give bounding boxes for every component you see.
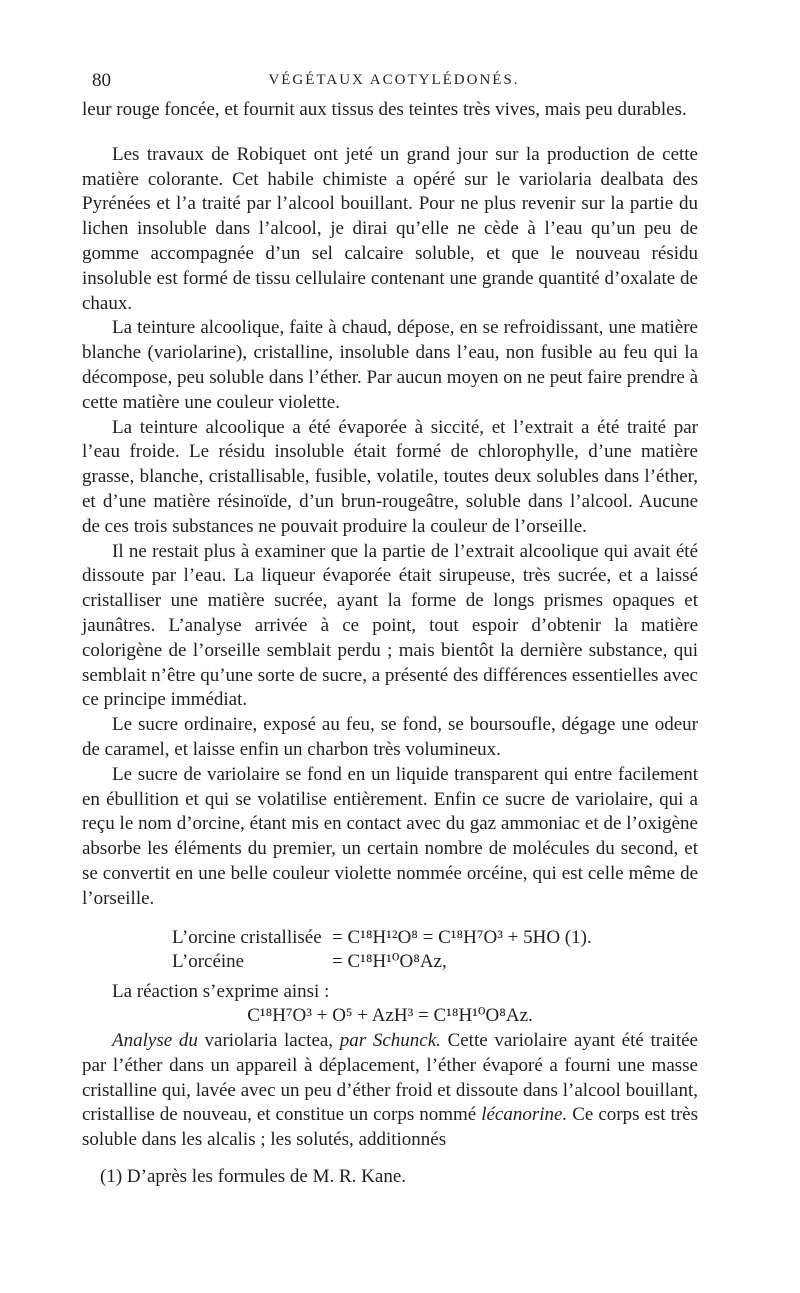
reaction-intro: La réaction s’exprime ainsi :: [112, 980, 330, 1002]
paragraph-analysis: [82, 1029, 698, 1153]
paragraph: Le sucre ordinaire, exposé au feu, se fond, se boursoufle, dégage une odeur de caramel, et laisse enfin un charbon très volumineux.: [82, 714, 698, 760]
running-header: [92, 64, 696, 96]
reaction-equation: C¹⁸H⁷O³ + O⁵ + AzH³ = C¹⁸H¹⁰O⁸Az.: [247, 1005, 533, 1027]
paragraph: Il ne restait plus à examiner que la partie de l’extrait alcoolique qui avait été dissoute par l’eau. La liqueur évaporée était sirupeuse, très sucrée, et a laissé cristalliser une matière sucrée, ayant la forme de longs prismes opaques et jaunâtres. L’analyse arrivée à ce point, tout espoir d’obtenir la matière colorigène de l’orseille semblait perdu ; mais bientôt la dernière substance, qui semblait n’être qu’une sorte de sucre, a présenté des différences essentielles avec ce principe immédiat.: [82, 540, 698, 711]
formula-value: = C¹⁸H¹²O⁸ = C¹⁸H⁷O³ + 5HO (1).: [332, 926, 592, 948]
footnote: (1) D’après les formules de M. R. Kane.: [100, 1166, 407, 1187]
text-span: variolaria lactea,: [197, 1030, 340, 1052]
italic-term: lécanorine.: [481, 1104, 568, 1126]
paragraph: Le sucre de variolaire se fond en un liquide transparent qui entre facilement en ébullition et qui se volatilise entièrement. Enfin ce sucre de variolaire, qui a reçu le nom d’orcine, étant mis en contact avec du gaz ammoniac et de l’oxigène absorbe les éléments du premier, un certain nombre de molécules du second, et se convertit en une belle couleur violette nommée orcéine, qui est celle même de l’orseille.: [82, 763, 698, 909]
italic-lead: Analyse du: [112, 1030, 198, 1052]
running-title: VÉGÉTAUX ACOTYLÉDONÉS.: [268, 72, 520, 88]
paragraph: leur rouge foncée, et fournit aux tissus des teintes très vives, mais peu durables.: [82, 99, 687, 120]
formula-label: L’orcéine: [172, 950, 245, 972]
text-span: Ce corps est très soluble dans les alcalis ; les solutés, additionnés: [82, 1104, 698, 1151]
paragraph: La teinture alcoolique, faite à chaud, dépose, en se refroidissant, une matière blanche (variolarine), cristalline, insoluble dans l’eau, non fusible au feu qui la décompose, peu soluble dans l’éther. Par aucun moyen on ne peut faire prendre à cette matière une couleur violette.: [82, 317, 698, 413]
body-text: [82, 98, 698, 1153]
paragraph: La teinture alcoolique a été évaporée à siccité, et l’extrait a été traité par l’eau froide. Le résidu insoluble était formé de chlorophylle, d’une matière grasse, blanche, cristallisable, fusible, volatile, toutes deux solubles dans l’éther, et d’une matière résinoïde, d’un brun-rougeâtre, soluble dans l’alcool. Aucune de ces trois substances ne pouvait produire la couleur de l’orseille.: [82, 416, 698, 537]
italic-author: par Schunck.: [339, 1030, 441, 1052]
formula-block: [82, 926, 698, 974]
formula-value: = C¹⁸H¹⁰O⁸Az,: [332, 950, 447, 972]
paragraph: Les travaux de Robiquet ont jeté un grand jour sur la production de cette matière colorante. Cet habile chimiste a opéré sur le variolaria dealbata des Pyrénées et l’a traité par l’alcool bouillant. Pour ne plus revenir sur la partie du lichen insoluble dans l’alcool, je dirai qu’elle ne cède à l’eau qu’un peu de gomme accompagnée d’un sel calcaire soluble, et que le nouveau résidu insoluble est formé de tissu cellulaire contenant une grande quantité d’oxalate de chaux.: [82, 143, 698, 314]
page-number: 80: [92, 70, 111, 91]
text-span: Cette variolaire ayant été traitée par l’éther dans un appareil à déplacement, l’éther évaporé a fourni une masse cristalline qui, lavée avec un peu d’éther froid et dissoute dans l’alcool bouillant, cristallise de nouveau, et constitue un corps nommé: [82, 1030, 698, 1126]
formula-label: L’orcine cristallisée: [172, 926, 322, 948]
